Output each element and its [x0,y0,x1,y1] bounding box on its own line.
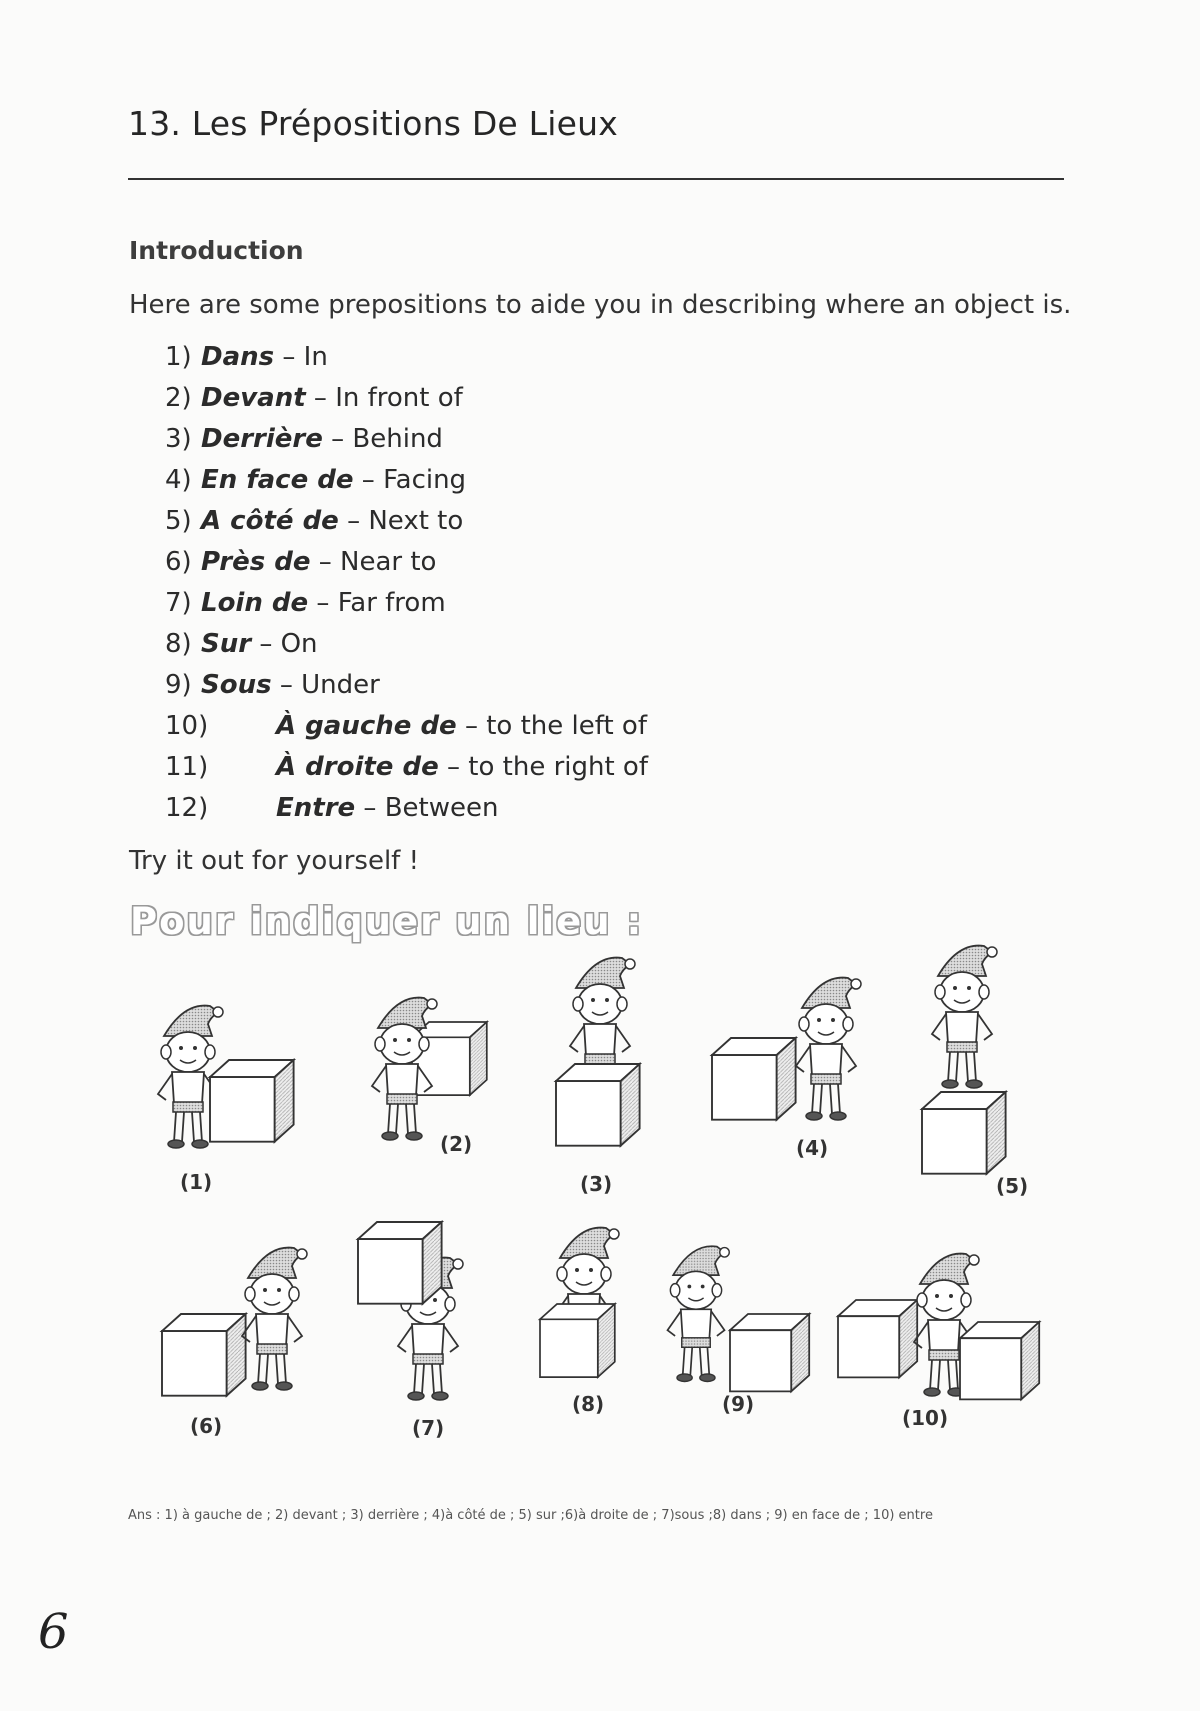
preposition-number: 2) [165,383,192,413]
figure-label: (3) [580,1172,613,1196]
preposition-french: À gauche de [276,711,457,741]
preposition-number: 12) [165,793,209,823]
figure-label: (10) [902,1406,949,1430]
preposition-separator: – [456,711,487,741]
preposition-english: Under [301,670,380,700]
preposition-separator: – [310,547,341,577]
preposition-separator: – [305,383,336,413]
figure-4 [712,978,861,1120]
preposition-french: En face de [201,465,354,495]
figure-label: (6) [190,1414,223,1438]
preposition-english: Near to [340,547,437,577]
preposition-french: Près de [201,547,311,577]
preposition-french: Entre [276,793,356,823]
figure-label: (5) [996,1174,1029,1198]
preposition-english: In front of [335,383,463,413]
preposition-number: 8) [165,629,192,659]
preposition-english: Far from [337,588,446,618]
preposition-english: Between [384,793,499,823]
preposition-french: À droite de [276,752,439,782]
preposition-number: 3) [165,424,192,454]
preposition-separator: – [338,506,369,536]
preposition-number: 5) [165,506,192,536]
figure-3 [556,958,640,1146]
preposition-number: 4) [165,465,192,495]
figure-label: (2) [440,1132,473,1156]
figure-label: (9) [722,1392,755,1416]
preposition-english: to the right of [468,752,648,782]
preposition-english: Behind [352,424,443,454]
preposition-separator: – [353,465,384,495]
preposition-french: Sous [201,670,272,700]
figure-10 [838,1254,1039,1400]
preposition-english: to the left of [486,711,647,741]
intro-heading: Introduction [129,236,304,265]
figure-2 [372,998,487,1140]
answer-key: Ans : 1) à gauche de ; 2) devant ; 3) derrière ; 4)à côté de ; 5) sur ;6)à droite de ; 7)sous ;8) dans ; 9) en face de ; 10) entre [128,1508,933,1523]
figure-label: (1) [180,1170,213,1194]
preposition-english: Facing [383,465,467,495]
preposition-number: 1) [165,342,192,372]
try-it-text: Try it out for yourself ! [129,846,420,876]
figure-5 [922,946,1006,1174]
figure-7 [358,1222,463,1400]
figure-6 [162,1248,307,1396]
preposition-english: Next to [368,506,464,536]
preposition-separator: – [355,793,385,823]
figure-9 [668,1246,810,1391]
page-title: 13. Les Prépositions De Lieux [128,104,618,143]
preposition-number: 10) [165,711,209,741]
figure-label: (7) [412,1416,445,1440]
figure-8 [540,1228,619,1378]
preposition-french: Loin de [201,588,309,618]
preposition-french: A côté de [201,506,339,536]
figure-1 [158,1006,294,1148]
preposition-separator: – [251,629,281,659]
preposition-english: On [280,629,318,659]
intro-text: Here are some prepositions to aide you in describing where an object is. [129,290,1072,320]
preposition-number: 11) [165,752,209,782]
page-number: 6 [38,1604,69,1660]
preposition-french: Sur [201,629,252,659]
preposition-separator: – [308,588,338,618]
preposition-number: 7) [165,588,192,618]
preposition-french: Dans [201,342,275,372]
preposition-separator: – [274,342,304,372]
preposition-number: 9) [165,670,192,700]
preposition-french: Derrière [201,424,323,454]
preposition-separator: – [438,752,469,782]
exercise-heading: Pour indiquer un lieu : [130,900,644,943]
preposition-separator: – [322,424,353,454]
preposition-separator: – [271,670,302,700]
preposition-number: 6) [165,547,192,577]
preposition-english: In [303,342,328,372]
figure-label: (8) [572,1392,605,1416]
preposition-french: Devant [201,383,306,413]
figure-label: (4) [796,1136,829,1160]
